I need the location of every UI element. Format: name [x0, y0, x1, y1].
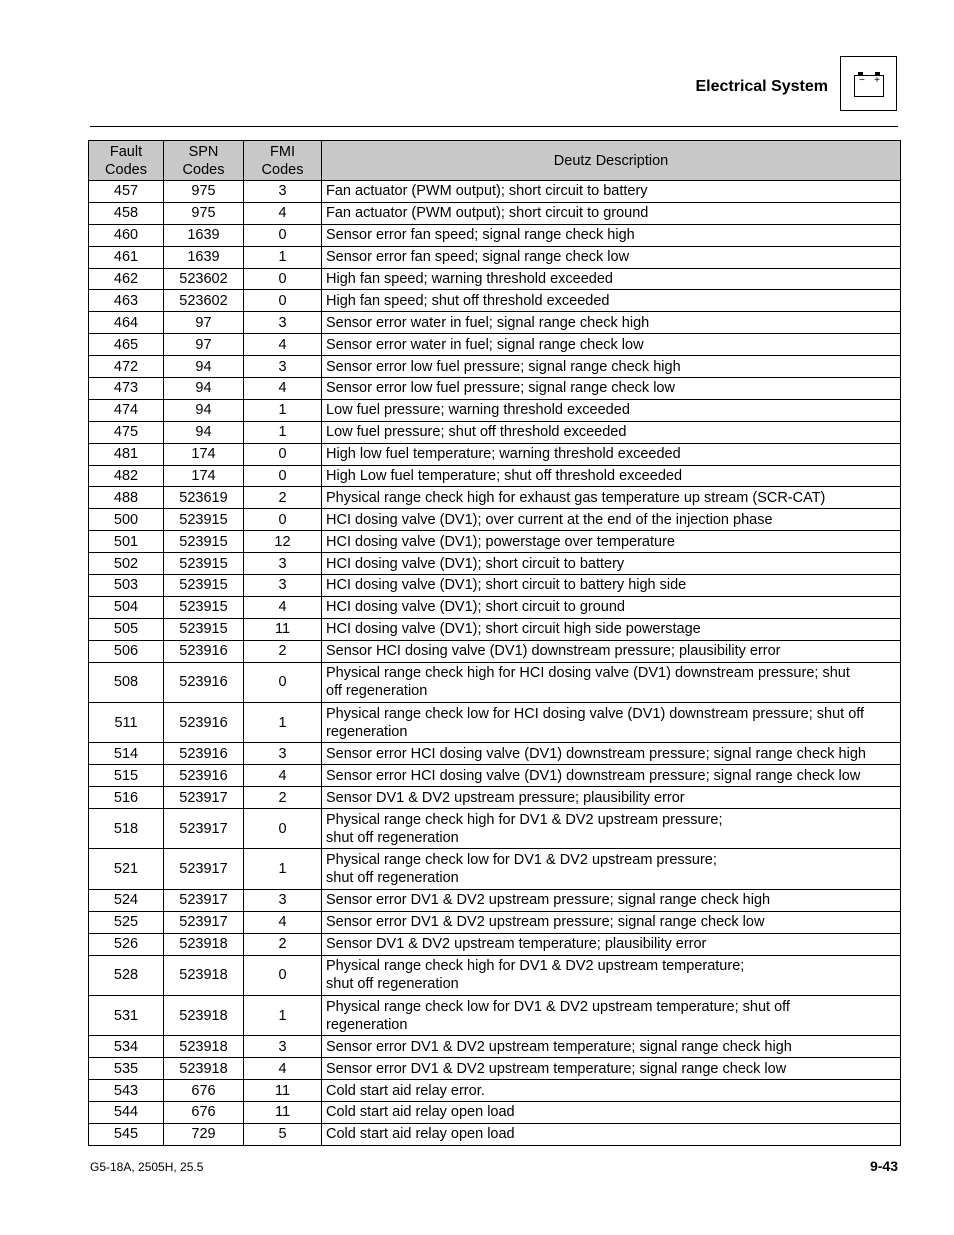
description-cell: [322, 640, 901, 662]
description-cell: [322, 1080, 901, 1102]
table-row: [89, 378, 901, 400]
header-fault-line2: Codes: [105, 161, 147, 178]
table-row: [89, 181, 901, 203]
description-line: High Low fuel temperature; shut off threshold exceeded: [326, 468, 683, 485]
table-row: [89, 268, 901, 290]
description-cell: [322, 334, 901, 356]
fault-code-cell: 463: [89, 290, 164, 312]
spn-code-cell: 523916: [164, 640, 244, 662]
description-cell: [322, 911, 901, 933]
battery-icon: [840, 56, 897, 111]
table-row: [89, 1123, 901, 1145]
fmi-code-cell: 3: [244, 356, 322, 378]
table-row: [89, 334, 901, 356]
table-row: [89, 640, 901, 662]
description-line: HCI dosing valve (DV1); short circuit to battery high side: [326, 577, 687, 594]
fault-code-cell: 457: [89, 181, 164, 203]
description-line: regeneration: [326, 1016, 408, 1033]
spn-code-cell: 523915: [164, 575, 244, 597]
spn-code-cell: 174: [164, 465, 244, 487]
description-line: regeneration: [326, 723, 408, 740]
fmi-code-cell: 5: [244, 1123, 322, 1145]
fault-code-cell: 524: [89, 889, 164, 911]
fault-code-cell: 464: [89, 312, 164, 334]
fault-code-cell: 506: [89, 640, 164, 662]
fmi-code-cell: 0: [244, 290, 322, 312]
description-cell: [322, 399, 901, 421]
description-line: shut off regeneration: [326, 976, 459, 993]
table-row: [89, 955, 901, 995]
fmi-code-cell: 4: [244, 596, 322, 618]
spn-code-cell: 174: [164, 443, 244, 465]
description-cell: [322, 181, 901, 203]
fault-code-cell: 534: [89, 1036, 164, 1058]
fmi-code-cell: 3: [244, 181, 322, 203]
header-fault-line1: Fault: [109, 143, 143, 160]
table-row: [89, 995, 901, 1035]
fmi-code-cell: 3: [244, 743, 322, 765]
table-row: [89, 202, 901, 224]
description-line: Sensor HCI dosing valve (DV1) downstream pressure; plausibility error: [326, 643, 781, 660]
table-row: [89, 443, 901, 465]
header-fmi-line2: Codes: [261, 161, 304, 178]
fmi-code-cell: 0: [244, 662, 322, 702]
description-line: HCI dosing valve (DV1); short circuit to ground: [326, 599, 625, 616]
section-title: Electrical System: [695, 78, 828, 95]
fault-code-cell: 544: [89, 1101, 164, 1123]
fmi-code-cell: 12: [244, 531, 322, 553]
table-row: [89, 1101, 901, 1123]
description-line: High fan speed; warning threshold exceeded: [326, 271, 613, 287]
description-cell: [322, 849, 901, 889]
description-cell: [322, 290, 901, 312]
fault-code-cell: 514: [89, 743, 164, 765]
spn-code-cell: 523915: [164, 553, 244, 575]
fmi-code-cell: 3: [244, 553, 322, 575]
spn-code-cell: 523916: [164, 702, 244, 742]
table-row: [89, 933, 901, 955]
fmi-code-cell: 4: [244, 911, 322, 933]
table-row: [89, 787, 901, 809]
battery-plus-symbol: +: [874, 75, 880, 86]
description-cell: [322, 787, 901, 809]
description-line: Physical range check high for DV1 & DV2 upstream pressure;: [326, 811, 723, 828]
description-cell: [322, 955, 901, 995]
table-row: [89, 702, 901, 742]
fault-code-cell: 481: [89, 443, 164, 465]
description-cell: [322, 553, 901, 575]
fmi-code-cell: 0: [244, 955, 322, 995]
table-row: [89, 596, 901, 618]
table-row: [89, 849, 901, 889]
description-line: Sensor DV1 & DV2 upstream pressure; plausibility error: [326, 789, 685, 806]
fault-code-cell: 545: [89, 1123, 164, 1145]
description-cell: [322, 1058, 901, 1080]
header-fmi-line1: FMI: [270, 143, 295, 160]
fmi-code-cell: 4: [244, 334, 322, 356]
description-cell: [322, 662, 901, 702]
table-row: [89, 246, 901, 268]
fmi-code-cell: 2: [244, 487, 322, 509]
fmi-code-cell: 1: [244, 421, 322, 443]
fault-code-cell: 503: [89, 575, 164, 597]
spn-code-cell: 523915: [164, 596, 244, 618]
table-row: [89, 312, 901, 334]
spn-code-cell: 523918: [164, 995, 244, 1035]
header-deutz-description: Deutz Description: [322, 141, 901, 181]
spn-code-cell: 523918: [164, 1036, 244, 1058]
spn-code-cell: 523602: [164, 268, 244, 290]
fault-code-cell: 525: [89, 911, 164, 933]
fmi-code-cell: 11: [244, 1101, 322, 1123]
fault-code-cell: 528: [89, 955, 164, 995]
fault-code-cell: 465: [89, 334, 164, 356]
spn-code-cell: 97: [164, 334, 244, 356]
description-cell: [322, 1101, 901, 1123]
spn-code-cell: 523917: [164, 809, 244, 849]
fmi-code-cell: 2: [244, 787, 322, 809]
description-line: High low fuel temperature; warning threshold exceeded: [326, 446, 681, 463]
spn-code-cell: 523917: [164, 849, 244, 889]
table-row: [89, 1036, 901, 1058]
fmi-code-cell: 0: [244, 268, 322, 290]
description-line: Low fuel pressure; shut off threshold exceeded: [326, 424, 627, 441]
spn-code-cell: 523918: [164, 933, 244, 955]
description-line: Sensor error water in fuel; signal range check high: [326, 314, 650, 331]
fault-code-cell: 531: [89, 995, 164, 1035]
fmi-code-cell: 1: [244, 399, 322, 421]
fmi-code-cell: 2: [244, 933, 322, 955]
header-spn-codes: [164, 141, 244, 181]
description-line: shut off regeneration: [326, 829, 459, 846]
table-row: [89, 889, 901, 911]
document-reference: G5-18A, 2505H, 25.5: [90, 1160, 204, 1174]
table-row: [89, 1080, 901, 1102]
fmi-code-cell: 0: [244, 224, 322, 246]
description-cell: [322, 596, 901, 618]
table-row: [89, 465, 901, 487]
spn-code-cell: 523918: [164, 1058, 244, 1080]
description-line: Sensor DV1 & DV2 upstream temperature; plausibility error: [326, 936, 707, 953]
description-line: HCI dosing valve (DV1); short circuit high side powerstage: [326, 621, 701, 638]
fault-code-cell: 474: [89, 399, 164, 421]
table-row: [89, 575, 901, 597]
table-row: [89, 487, 901, 509]
description-cell: [322, 575, 901, 597]
fmi-code-cell: 3: [244, 575, 322, 597]
fmi-code-cell: 4: [244, 1058, 322, 1080]
description-line: Sensor error DV1 & DV2 upstream pressure; signal range check high: [326, 892, 771, 909]
fault-code-cell: 518: [89, 809, 164, 849]
spn-code-cell: 523916: [164, 662, 244, 702]
spn-code-cell: 975: [164, 181, 244, 203]
table-row: [89, 224, 901, 246]
spn-code-cell: 94: [164, 399, 244, 421]
spn-code-cell: 523602: [164, 290, 244, 312]
description-line: Cold start aid relay error.: [326, 1082, 485, 1099]
fault-code-cell: 502: [89, 553, 164, 575]
table-row: [89, 356, 901, 378]
fault-code-cell: 515: [89, 765, 164, 787]
table-row: [89, 743, 901, 765]
table-row: [89, 421, 901, 443]
spn-code-cell: 523916: [164, 743, 244, 765]
description-line: HCI dosing valve (DV1); powerstage over temperature: [326, 533, 675, 550]
description-cell: [322, 378, 901, 400]
description-line: Sensor error DV1 & DV2 upstream pressure; signal range check low: [326, 914, 765, 931]
description-line: off regeneration: [326, 683, 428, 700]
fault-code-cell: 501: [89, 531, 164, 553]
description-cell: [322, 1123, 901, 1145]
spn-code-cell: 523916: [164, 765, 244, 787]
description-cell: [322, 743, 901, 765]
description-cell: [322, 443, 901, 465]
fault-code-table: [88, 140, 901, 1146]
description-line: Sensor error fan speed; signal range check high: [326, 227, 635, 244]
fault-code-cell: 505: [89, 618, 164, 640]
fault-code-cell: 462: [89, 268, 164, 290]
fmi-code-cell: 2: [244, 640, 322, 662]
table-row: [89, 553, 901, 575]
spn-code-cell: 676: [164, 1080, 244, 1102]
description-line: Sensor error low fuel pressure; signal range check high: [326, 358, 681, 375]
description-line: Physical range check high for DV1 & DV2 upstream temperature;: [326, 958, 745, 975]
spn-code-cell: 523915: [164, 618, 244, 640]
spn-code-cell: 975: [164, 202, 244, 224]
description-line: Fan actuator (PWM output); short circuit to ground: [326, 205, 649, 222]
description-line: Cold start aid relay open load: [326, 1104, 515, 1121]
description-line: Physical range check high for HCI dosing valve (DV1) downstream pressure; shut: [326, 665, 850, 682]
fmi-code-cell: 3: [244, 312, 322, 334]
table-row: [89, 399, 901, 421]
fmi-code-cell: 4: [244, 378, 322, 400]
description-line: Physical range check low for DV1 & DV2 upstream temperature; shut off: [326, 998, 790, 1015]
fmi-code-cell: 1: [244, 246, 322, 268]
header-fault-codes: [89, 141, 164, 181]
description-line: Fan actuator (PWM output); short circuit to battery: [326, 183, 648, 200]
description-line: shut off regeneration: [326, 870, 459, 887]
table-row: [89, 809, 901, 849]
fault-code-cell: 526: [89, 933, 164, 955]
fault-code-cell: 488: [89, 487, 164, 509]
description-cell: [322, 702, 901, 742]
description-line: Sensor error DV1 & DV2 upstream temperature; signal range check high: [326, 1038, 792, 1055]
fmi-code-cell: 4: [244, 765, 322, 787]
fmi-code-cell: 0: [244, 509, 322, 531]
fmi-code-cell: 1: [244, 995, 322, 1035]
description-cell: [322, 765, 901, 787]
fault-code-cell: 500: [89, 509, 164, 531]
description-line: Sensor error low fuel pressure; signal range check low: [326, 380, 675, 397]
description-cell: [322, 246, 901, 268]
description-cell: [322, 1036, 901, 1058]
table-row: [89, 618, 901, 640]
page-number: 9-43: [869, 1158, 898, 1174]
fault-code-cell: 458: [89, 202, 164, 224]
battery-body: [854, 75, 884, 97]
spn-code-cell: 523915: [164, 531, 244, 553]
fault-code-cell: 521: [89, 849, 164, 889]
header-spn-line1: SPN: [188, 143, 219, 160]
table-row: [89, 531, 901, 553]
description-line: HCI dosing valve (DV1); over current at the end of the injection phase: [326, 511, 773, 528]
description-cell: [322, 487, 901, 509]
spn-code-cell: 523917: [164, 911, 244, 933]
spn-code-cell: 523915: [164, 509, 244, 531]
description-cell: [322, 312, 901, 334]
spn-code-cell: 676: [164, 1101, 244, 1123]
table-row: [89, 911, 901, 933]
fault-code-cell: 511: [89, 702, 164, 742]
description-line: Sensor error water in fuel; signal range check low: [326, 336, 644, 353]
fault-code-cell: 461: [89, 246, 164, 268]
battery-minus-symbol: −: [859, 75, 865, 86]
fmi-code-cell: 0: [244, 465, 322, 487]
fmi-code-cell: 0: [244, 809, 322, 849]
description-line: Physical range check low for DV1 & DV2 upstream pressure;: [326, 852, 717, 869]
fmi-code-cell: 11: [244, 618, 322, 640]
description-cell: [322, 509, 901, 531]
table-row: [89, 1058, 901, 1080]
description-line: Physical range check high for exhaust gas temperature up stream (SCR-CAT): [326, 489, 826, 506]
fault-code-cell: 535: [89, 1058, 164, 1080]
description-cell: [322, 531, 901, 553]
table-row: [89, 290, 901, 312]
fmi-code-cell: 4: [244, 202, 322, 224]
fmi-code-cell: 11: [244, 1080, 322, 1102]
description-line: Sensor error DV1 & DV2 upstream temperature; signal range check low: [326, 1060, 787, 1077]
description-cell: [322, 356, 901, 378]
description-line: Sensor error HCI dosing valve (DV1) downstream pressure; signal range check low: [326, 767, 861, 784]
header-divider: [90, 126, 898, 127]
spn-code-cell: 94: [164, 356, 244, 378]
table-header-row: [89, 141, 901, 181]
table-row: [89, 509, 901, 531]
table-row: [89, 662, 901, 702]
fault-code-cell: 508: [89, 662, 164, 702]
description-cell: [322, 202, 901, 224]
spn-code-cell: 523917: [164, 787, 244, 809]
description-line: Sensor error HCI dosing valve (DV1) downstream pressure; signal range check high: [326, 745, 866, 762]
fmi-code-cell: 0: [244, 443, 322, 465]
fault-code-cell: 475: [89, 421, 164, 443]
description-line: HCI dosing valve (DV1); short circuit to battery: [326, 555, 625, 572]
spn-code-cell: 523917: [164, 889, 244, 911]
description-cell: [322, 421, 901, 443]
fault-code-cell: 460: [89, 224, 164, 246]
spn-code-cell: 523619: [164, 487, 244, 509]
description-cell: [322, 224, 901, 246]
header-fmi-codes: [244, 141, 322, 181]
description-line: High fan speed; shut off threshold exceeded: [326, 292, 610, 309]
description-cell: [322, 933, 901, 955]
fmi-code-cell: 1: [244, 849, 322, 889]
fault-code-cell: 473: [89, 378, 164, 400]
description-line: Cold start aid relay open load: [326, 1126, 515, 1143]
fault-code-cell: 516: [89, 787, 164, 809]
description-line: Low fuel pressure; warning threshold exceeded: [326, 402, 630, 419]
table-row: [89, 765, 901, 787]
spn-code-cell: 1639: [164, 246, 244, 268]
fault-code-cell: 543: [89, 1080, 164, 1102]
description-cell: [322, 809, 901, 849]
fault-code-cell: 482: [89, 465, 164, 487]
spn-code-cell: 94: [164, 378, 244, 400]
description-cell: [322, 268, 901, 290]
fault-code-cell: 504: [89, 596, 164, 618]
description-line: Physical range check low for HCI dosing valve (DV1) downstream pressure; shut off: [326, 705, 865, 722]
fault-code-cell: 472: [89, 356, 164, 378]
description-cell: [322, 995, 901, 1035]
spn-code-cell: 523918: [164, 955, 244, 995]
spn-code-cell: 97: [164, 312, 244, 334]
description-cell: [322, 889, 901, 911]
header-spn-line2: Codes: [182, 161, 225, 178]
description-line: Sensor error fan speed; signal range check low: [326, 249, 630, 266]
fmi-code-cell: 1: [244, 702, 322, 742]
description-cell: [322, 465, 901, 487]
spn-code-cell: 94: [164, 421, 244, 443]
fmi-code-cell: 3: [244, 889, 322, 911]
description-cell: [322, 618, 901, 640]
spn-code-cell: 1639: [164, 224, 244, 246]
fmi-code-cell: 3: [244, 1036, 322, 1058]
spn-code-cell: 729: [164, 1123, 244, 1145]
